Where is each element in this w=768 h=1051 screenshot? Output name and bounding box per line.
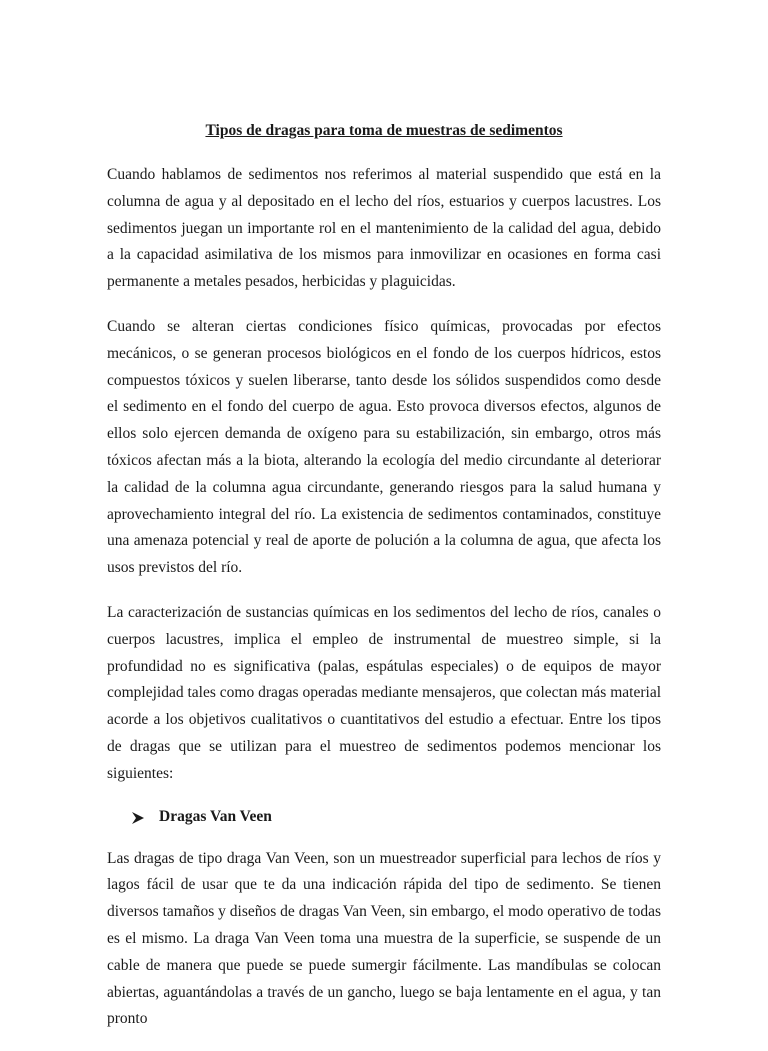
paragraph-chemical-characterization: La caracterización de sustancias químicas en los sedimentos del lecho de ríos, canales o cuerpos lacustres, implica el empleo de instrumental de muestreo simple, si la profundidad no es significativa (palas, espátulas especiales) o de equipos de mayor complejidad tales como dragas operadas mediante mensajeros, que colectan más material acorde a los objetivos cualitativos o cuantitativos del estudio a efectuar. Entre los tipos de dragas que se utilizan para el muestreo de sedimentos podemos mencionar los siguientes: <box>107 603 661 782</box>
arrowhead-bullet-icon <box>131 810 145 824</box>
paragraph-van-veen-description: Las dragas de tipo draga Van Veen, son un muestreador superficial para lechos de ríos y lagos fácil de usar que te da una indicación rápida del tipo de sedimento. Se tienen diversos tamaños y diseños de dragas Van Veen, sin embargo, el modo operativo de todas es el mismo. La draga Van Veen toma una muestra de la superficie, se suspende de un cable de manera que puede se puede sumergir fácilmente. Las mandíbulas se colocan abiertas, aguantándolas a través de un gancho, luego se baja lentamente en el agua, y tan pronto <box>107 849 661 1028</box>
paragraph-physicochemical-conditions: Cuando se alteran ciertas condiciones físico químicas, provocadas por efectos mecánicos, o se generan procesos biológicos en el fondo de los cuerpos hídricos, estos compuestos tóxicos y suelen liberarse, tanto desde los sólidos suspendidos como desde el sedimento en el fondo del cuerpo de agua. Esto provoca diversos efectos, algunos de ellos solo ejercen demanda de oxígeno para su estabilización, sin embargo, otros más tóxicos afectan más a la biota, alterando la ecología del medio circundante al deteriorar la calidad de la columna agua circundante, generando riesgos para la salud humana y aprovechamiento integral del río. La existencia de sedimentos contaminados, constituye una amenaza potencial y real de aporte de polución a la columna de agua, que afecta los usos previstos del río. <box>107 317 661 577</box>
document-title: Tipos de dragas para toma de muestras de sedimentos <box>205 122 563 139</box>
section-heading-label: Dragas Van Veen <box>159 807 272 825</box>
section-heading-van-veen <box>131 806 661 828</box>
document-page <box>107 120 661 1051</box>
paragraph-sediments-intro: Cuando hablamos de sedimentos nos referimos al material suspendido que está en la columna de agua y al depositado en el lecho del ríos, estuarios y cuerpos lacustres. Los sedimentos juegan un importante rol en el mantenimiento de la calidad del agua, debido a la capacidad asimilativa de los mismos para inmovilizar en ocasiones en forma casi permanente a metales pesados, herbicidas y plaguicidas. <box>107 166 661 291</box>
